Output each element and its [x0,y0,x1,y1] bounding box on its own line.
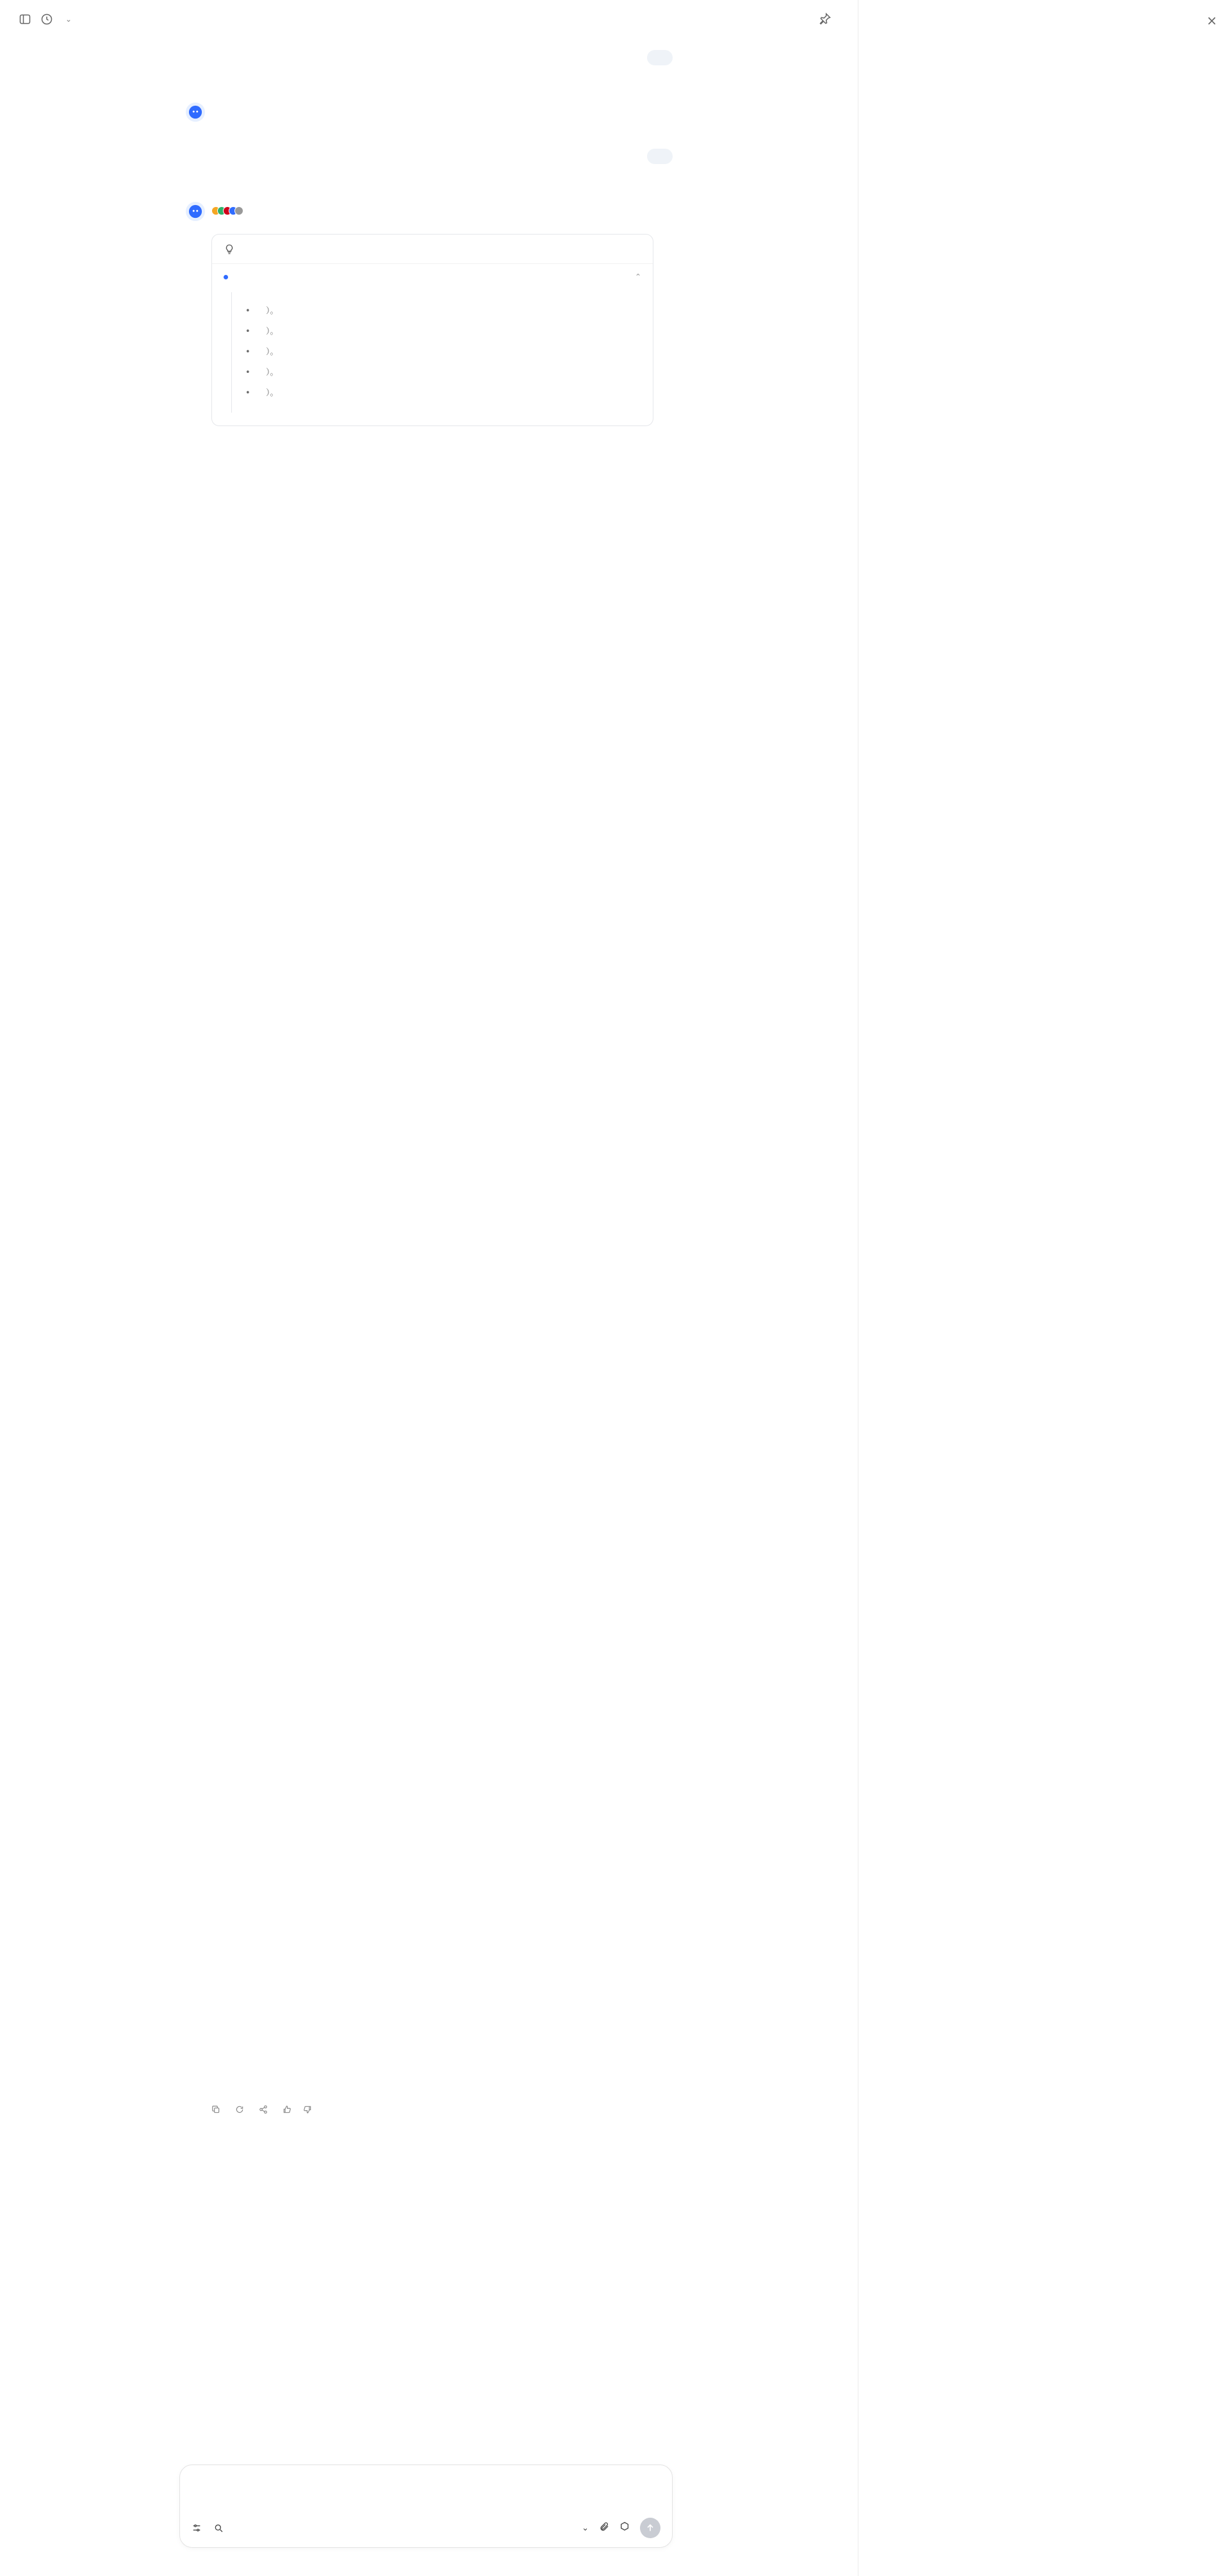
thumbs-down-icon [303,2105,312,2114]
user-message [647,149,673,164]
web-search-panel [858,0,1230,2576]
sidebar-toggle-icon[interactable] [18,12,32,26]
tools-button[interactable] [192,2523,202,2533]
dislike-button[interactable] [303,2105,312,2114]
plugin-icon[interactable] [619,2522,630,2534]
composer-right [582,2518,660,2538]
deep-research-button[interactable] [213,2523,227,2533]
arrow-up-icon [645,2523,655,2533]
lightbulb-icon [224,244,235,255]
refresh-icon [235,2105,244,2114]
regenerate-button[interactable] [235,2105,247,2114]
reasoning-panel [211,234,653,426]
list-item: • ）。 [240,365,636,381]
history-icon[interactable] [40,12,54,26]
search-sources-strip[interactable] [211,206,250,215]
model-selector[interactable]: ⌄ [582,2523,589,2533]
share-button[interactable] [259,2105,271,2114]
send-button[interactable] [640,2518,660,2538]
reasoning-step[interactable] [212,264,653,290]
assistant-answer [211,907,660,916]
list-item: • ）。 [240,304,636,319]
panel-header [858,0,1230,41]
share-icon [259,2105,268,2114]
thumbs-up-icon [283,2105,291,2114]
close-icon[interactable]: × [1206,13,1217,28]
pin-icon[interactable] [819,12,833,26]
list-item: • ）。 [240,386,636,401]
reasoning-list [240,304,636,401]
attach-icon[interactable] [599,2522,609,2534]
chevron-up-icon[interactable]: ⌃ [634,272,641,281]
list-item: • ）。 [240,324,636,340]
like-button[interactable] [283,2105,291,2114]
composer-toolbar [192,2518,660,2538]
top-bar [0,0,858,38]
copy-icon [211,2105,220,2114]
chevron-down-icon[interactable]: ⌄ [65,15,72,24]
message-actions [211,2105,312,2114]
assistant-avatar-icon [186,103,205,122]
chat-composer [179,2465,673,2548]
research-icon [213,2523,224,2533]
reasoning-header[interactable] [212,235,653,264]
step-dot-icon [224,275,228,279]
assistant-avatar-icon [186,202,205,221]
reasoning-content [212,290,653,425]
list-item: • ）。 [240,345,636,360]
source-favicons [211,206,240,215]
user-message [647,50,673,65]
sliders-icon [192,2523,202,2533]
copy-button[interactable] [211,2105,224,2114]
